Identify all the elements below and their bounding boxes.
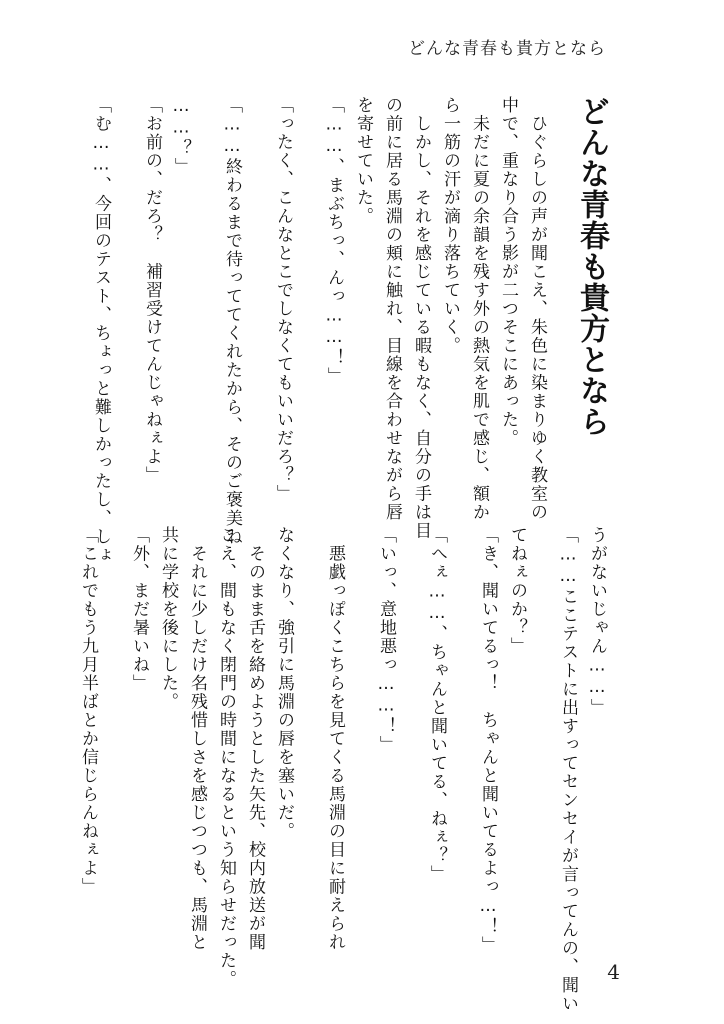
text-line: 「いっ、意地悪っ……！」 — [376, 526, 396, 754]
text-line: の前に居る馬淵の頬に触れ、目線を合わせながら唇 — [382, 96, 402, 522]
bottom-text-block — [78, 526, 611, 1013]
text-line: てねぇのか？」 — [507, 526, 527, 656]
text-line: 「ったく、こんなとこでしなくてもいいだろ？」 — [273, 96, 293, 503]
top-text-block — [91, 96, 611, 565]
page-number: 4 — [607, 960, 620, 984]
text-line: そのまま舌を絡めようとした矢先、校内放送が聞 — [245, 526, 265, 952]
text-line: しかし、それを感じている暇もなく、自分の手は目 — [411, 96, 431, 540]
text-line: 「……ここテストに出すってセンセイが言ってんの、聞い — [558, 526, 578, 1013]
text-line: それに少しだけ名残惜しさを感じつつも、馬淵と — [187, 526, 207, 952]
running-header: どんな青春も貴方となら — [408, 39, 606, 59]
text-line: 「む……、今回のテスト、ちょっと難しかったし、しょ — [91, 96, 111, 565]
text-line: ……？」 — [171, 96, 191, 176]
text-line: 「……、まぶちっ、んっ……！」 — [324, 96, 344, 386]
text-line: 共に学校を後にした。 — [158, 526, 178, 711]
text-line: うがないじゃん……」 — [587, 526, 607, 717]
text-line: 未だに夏の余韻を残す外の熱気を肌で感じ、額か — [469, 96, 489, 522]
text-line: 「お前の、だろ？ 補習受けてんじゃねぇよ」 — [142, 96, 162, 485]
text-line: 「へぇ……、ちゃんと聞いてる、ねぇ？」 — [427, 526, 447, 884]
text-line: 悪戯っぽくこちらを見てくる馬淵の目に耐えられ — [325, 526, 345, 952]
text-line: なくなり、強引に馬淵の唇を塞いだ。 — [274, 526, 294, 841]
text-line: ら一筋の汗が滴り落ちていく。 — [440, 96, 460, 355]
text-line: 「き、聞いてるっ！ ちゃんと聞いてるよっ…！」 — [478, 526, 498, 955]
page-title: どんな青春も貴方となら — [574, 96, 609, 437]
text-line: 「外、まだ暑いね」 — [129, 526, 149, 693]
text-line: 「これでもう九月半ばとか信じらんねぇよ」 — [78, 526, 98, 896]
text-line: ひぐらしの声が聞こえ、朱色に染まりゆく教室の — [527, 96, 547, 522]
text-line: 「……終わるまで待っててくれたから、そのご褒美ね — [222, 96, 242, 546]
text-line: こえ、間もなく閉門の時間になるという知らせだった。 — [216, 526, 236, 989]
text-line: 中で、重なり合う影が二つそこにあった。 — [498, 96, 518, 448]
text-line: を寄せていた。 — [353, 96, 373, 226]
